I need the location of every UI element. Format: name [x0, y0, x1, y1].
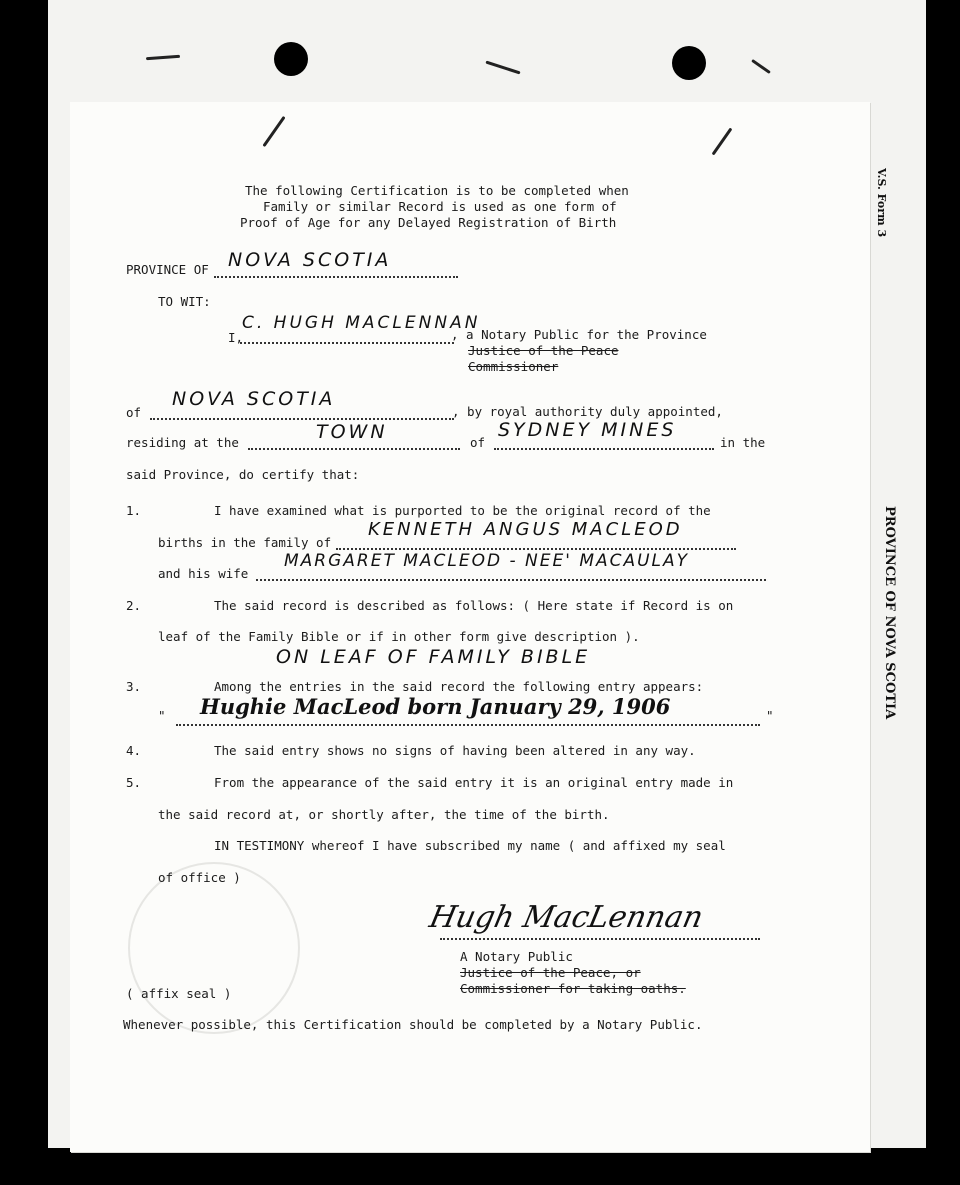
form-number-label: V.S. Form 3 — [875, 168, 888, 238]
item-5-text: From the appearance of the said entry it is an original entry made in — [214, 775, 734, 790]
of-dotted-line — [150, 418, 454, 420]
heading-line-3: Proof of Age for any Delayed Registration of Birth — [240, 215, 617, 230]
royal-authority-text: , by royal authority duly appointed, — [452, 404, 723, 419]
notary-signature: Hugh MacLennan — [426, 900, 707, 935]
record-description-value: ON LEAF OF FAMILY BIBLE — [276, 646, 591, 668]
item-3-number: 3. — [126, 679, 142, 694]
signature-dotted-line — [440, 938, 760, 940]
wife-label: and his wife — [158, 566, 249, 581]
province-value: NOVA SCOTIA — [228, 249, 392, 271]
item-1-number: 1. — [126, 503, 142, 518]
of-office-text: of office ) — [158, 870, 241, 885]
pencil-mark — [712, 128, 733, 156]
wife-dotted-line — [256, 579, 766, 581]
pencil-mark — [262, 116, 285, 147]
notary-option-justice: Justice of the Peace — [468, 343, 619, 358]
of-label-2: of — [470, 435, 486, 450]
footer-note: Whenever possible, this Certification should be completed by a Notary Public. — [123, 1017, 703, 1032]
wife-value: MARGARET MACLEOD - NEE' MACAULAY — [284, 551, 690, 571]
item-1-text: I have examined what is purported to be the original record of the — [214, 503, 711, 518]
births-label: births in the family of — [158, 535, 332, 550]
item-4-text: The said entry shows no signs of having been altered in any way. — [214, 743, 696, 758]
place-dotted-line — [494, 448, 714, 450]
province-side-label: PROVINCE OF NOVA SCOTIA — [882, 506, 897, 720]
affix-seal-text: ( affix seal ) — [126, 986, 232, 1001]
item-4-number: 4. — [126, 743, 142, 758]
item-5-text-b: the said record at, or shortly after, the time of the birth. — [158, 807, 610, 822]
of-label: of — [126, 405, 142, 420]
i-label: I, — [228, 330, 244, 345]
entry-quote-close: " — [766, 708, 774, 723]
sig-option-justice: Justice of the Peace, or — [460, 965, 641, 980]
punch-hole-left — [274, 42, 308, 76]
to-wit-label: TO WIT: — [158, 294, 211, 309]
item-2-text-b: leaf of the Family Bible or if in other form give description ). — [158, 629, 640, 644]
item-5-number: 5. — [126, 775, 142, 790]
notary-name-value: C. HUGH MACLENNAN — [242, 313, 481, 333]
item-3-text: Among the entries in the said record the following entry appears: — [214, 679, 704, 694]
place-value: SYDNEY MINES — [498, 419, 677, 441]
item-2-text: The said record is described as follows: ( Here state if Record is on — [214, 598, 734, 613]
in-the-text: in the — [720, 435, 766, 450]
heading-line-1: The following Certification is to be completed when — [245, 183, 629, 198]
name-dotted-line — [240, 342, 454, 344]
heading-line-2: Family or similar Record is used as one form of — [263, 199, 617, 214]
said-province-text: said Province, do certify that: — [126, 467, 360, 482]
testimony-text: IN TESTIMONY whereof I have subscribed my name ( and affixed my seal — [214, 838, 726, 853]
residing-dotted-line — [248, 448, 460, 450]
residing-value: TOWN — [316, 421, 388, 443]
of-value: NOVA SCOTIA — [172, 388, 336, 410]
family-value: KENNETH ANGUS MACLEOD — [368, 519, 683, 540]
sig-option-notary: A Notary Public — [460, 949, 573, 964]
notary-seal-impression — [128, 862, 300, 1034]
family-dotted-line — [336, 548, 736, 550]
entry-value: Hughie MacLeod born January 29, 1906 — [200, 694, 671, 719]
province-label: PROVINCE OF — [126, 262, 209, 277]
entry-dotted-line — [176, 724, 760, 726]
item-2-number: 2. — [126, 598, 142, 613]
punch-hole-right — [672, 46, 706, 80]
notary-option-commissioner: Commissioner — [468, 359, 559, 374]
entry-quote-open: " — [158, 708, 166, 723]
notary-option-notary: , a Notary Public for the Province — [451, 327, 707, 342]
sig-option-commissioner: Commissioner for taking oaths. — [460, 981, 686, 996]
province-dotted-line — [214, 276, 458, 278]
residing-label: residing at the — [126, 435, 239, 450]
